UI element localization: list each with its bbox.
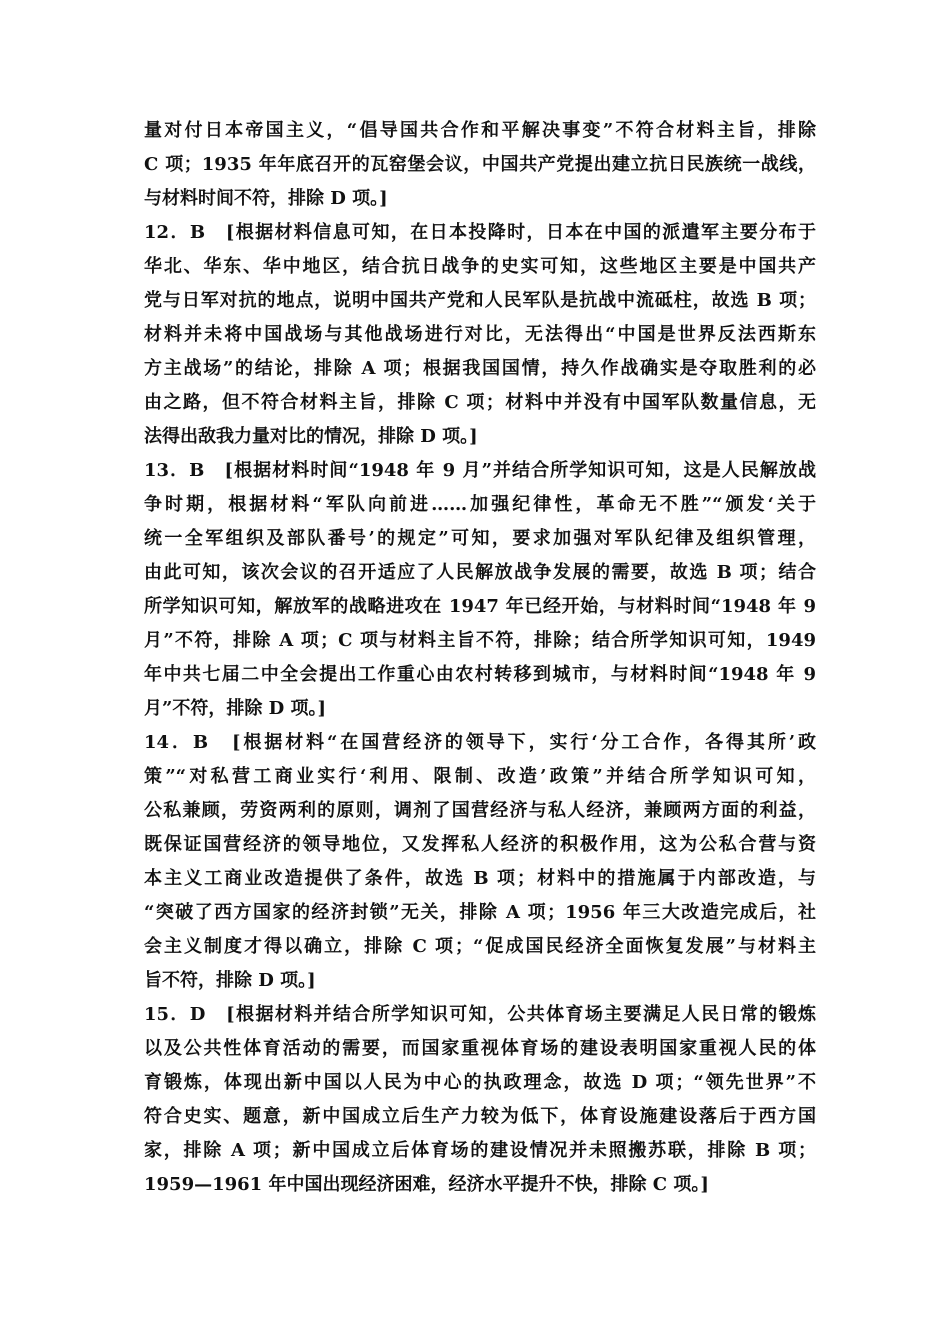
text-line: 1959—1961 年中国出现经济困难，经济水平提升不快，排除 C 项。] [144, 1174, 709, 1195]
text-line: 符合史实、题意，新中国成立后生产力较为低下，体育设施建设落后于西方国 [144, 1106, 816, 1127]
text-line: 争时期，根据材料“军队向前进……加强纪律性，革命无不胜”“颁发‘关于 [144, 494, 816, 515]
text-line: 与材料时间不符，排除 D 项。] [144, 188, 388, 209]
text-line: 所学知识可知，解放军的战略进攻在 1947 年已经开始，与材料时间“1948 年 9 [144, 596, 816, 617]
text-line: 家，排除 A 项；新中国成立后体育场的建设情况并未照搬苏联，排除 B 项； [144, 1140, 816, 1161]
answer-q13 [144, 454, 816, 726]
answer-explanations-page [144, 114, 816, 1202]
text-line: “突破了西方国家的经济封锁”无关，排除 A 项；1956 年三大改造完成后，社 [144, 902, 816, 923]
text-line: 14．B [根据材料“在国营经济的领导下，实行‘分工合作，各得其所’政 [144, 732, 816, 753]
text-line: 党与日军对抗的地点，说明中国共产党和人民军队是抗战中流砥柱，故选 B 项； [144, 290, 816, 311]
text-line: 育锻炼，体现出新中国以人民为中心的执政理念，故选 D 项；“领先世界”不 [144, 1072, 816, 1093]
text-line: 旨不符，排除 D 项。] [144, 970, 316, 991]
text-line: 月”不符，排除 D 项。] [144, 698, 327, 719]
text-line: 既保证国营经济的领导地位，又发挥私人经济的积极作用，这为公私合营与资 [144, 834, 816, 855]
text-line: 方主战场”的结论，排除 A 项；根据我国国情，持久作战确实是夺取胜利的必 [144, 358, 816, 379]
text-line: 公私兼顾，劳资两利的原则，调剂了国营经济与私人经济，兼顾两方面的利益， [144, 800, 816, 821]
answer-q12 [144, 216, 816, 454]
text-line: 15．D [根据材料并结合所学知识可知，公共体育场主要满足人民日常的锻炼 [144, 1004, 816, 1025]
text-line: 月”不符，排除 A 项；C 项与材料主旨不符，排除；结合所学知识可知，1949 [144, 630, 816, 651]
text-line: 以及公共性体育活动的需要，而国家重视体育场的建设表明国家重视人民的体 [144, 1038, 816, 1059]
text-line: 量对付日本帝国主义，“倡导国共合作和平解决事变”不符合材料主旨，排除 [144, 120, 816, 141]
text-line: 策”“对私营工商业实行‘利用、限制、改造’政策”并结合所学知识可知， [144, 766, 816, 787]
text-line: 本主义工商业改造提供了条件，故选 B 项；材料中的措施属于内部改造，与 [144, 868, 816, 889]
text-line: 统一全军组织及部队番号’的规定”可知，要求加强对军队纪律及组织管理， [144, 528, 816, 549]
text-line: C 项；1935 年年底召开的瓦窑堡会议，中国共产党提出建立抗日民族统一战线， [144, 154, 816, 175]
answer-continuation [144, 114, 816, 216]
text-line: 年中共七届二中全会提出工作重心由农村转移到城市，与材料时间“1948 年 9 [144, 664, 816, 685]
text-line: 由此可知，该次会议的召开适应了人民解放战争发展的需要，故选 B 项；结合 [144, 562, 816, 583]
text-line: 法得出敌我力量对比的情况，排除 D 项。] [144, 426, 478, 447]
text-line: 12．B [根据材料信息可知，在日本投降时，日本在中国的派遣军主要分布于 [144, 222, 816, 243]
text-line: 由之路，但不符合材料主旨，排除 C 项；材料中并没有中国军队数量信息，无 [144, 392, 816, 413]
text-line: 会主义制度才得以确立，排除 C 项；“促成国民经济全面恢复发展”与材料主 [144, 936, 816, 957]
text-line: 材料并未将中国战场与其他战场进行对比，无法得出“中国是世界反法西斯东 [144, 324, 816, 345]
answer-q14 [144, 726, 816, 998]
text-line: 13．B [根据材料时间“1948 年 9 月”并结合所学知识可知，这是人民解放战 [144, 460, 816, 481]
answer-q15 [144, 998, 816, 1202]
text-line: 华北、华东、华中地区，结合抗日战争的史实可知，这些地区主要是中国共产 [144, 256, 816, 277]
